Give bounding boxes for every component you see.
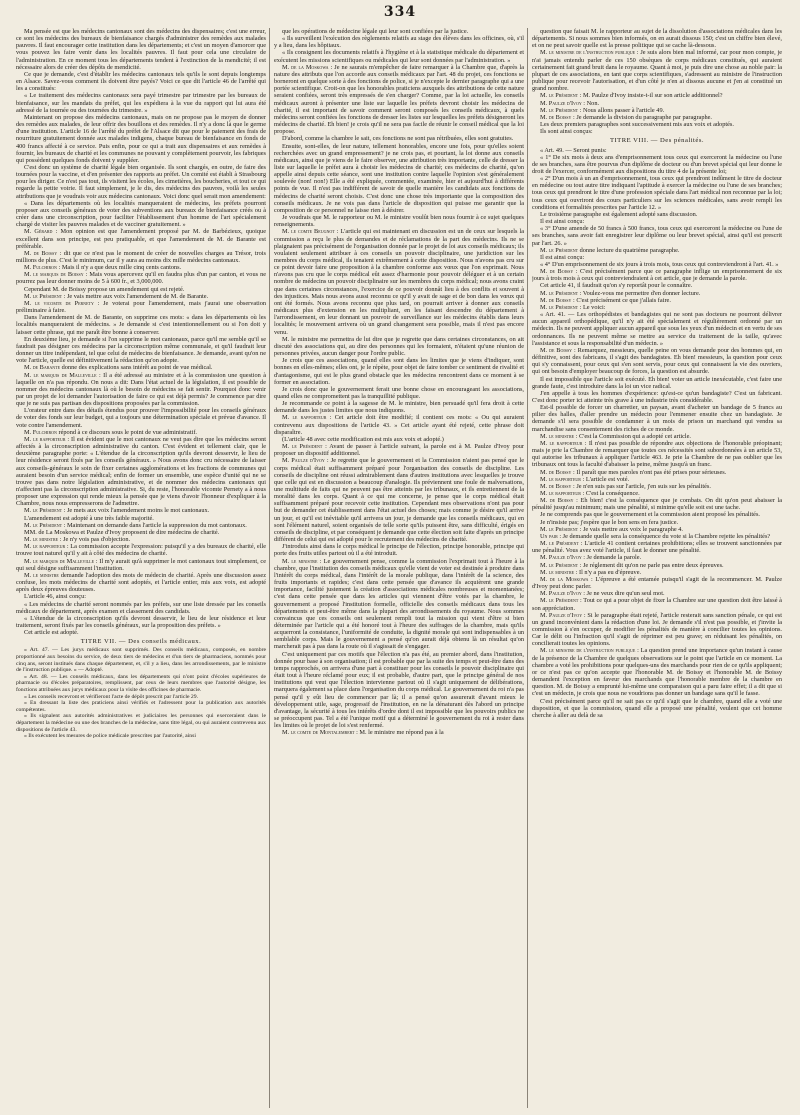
speaker-name: M. le marquis de Malleville : (24, 557, 98, 565)
speaker-name: Un pair : (540, 532, 562, 540)
paragraph-text: Il est ainsi conçu: (540, 218, 585, 226)
paragraph-text: C'est précisément parce que ce paragraphe inflige un emprisonnement de six jours à trois mois à ceux qui contreviendraient à cet article, que je demande la parole. (532, 268, 782, 283)
paragraph (532, 247, 782, 254)
paragraph-text: Je mets aux voix l'amendement moins le mot cantonaux. (66, 507, 210, 515)
speaker-name: M. le ministre : (282, 557, 322, 565)
paragraph (16, 733, 266, 740)
paragraph (16, 647, 266, 673)
paragraph-text: L'amendement est adopté à une très faible majorité. (24, 514, 154, 522)
paragraph-text: « 2° D'un mois à un an d'emprisonnement, tous ceux qui prendront indûment le titre de docteur en médecine ou tout autre titre indiquant l'aptitude à exercer la médecine ou l'une de ses branches; tous ceux qui prendront le titre d'une profession spéciale dans l'art médical non reconnue par la loi; tous ceux qui ouvriront des cours particuliers sur les sciences médicales, sans avoir rempli les conditions et formalités prescrites par l'article 12. » (532, 175, 782, 211)
paragraph (16, 436, 266, 508)
paragraph-text: Les deux premiers paragraphes sont successivement mis aux voix et adoptés. (540, 121, 734, 129)
paragraph (532, 433, 782, 440)
speaker-name: M. le Président : (24, 507, 66, 515)
paragraph (532, 218, 782, 225)
paragraph-text: Il a été adressé au ministre et à la commission une question à laquelle on n'a pas répondu. On nous a dit: Dans l'état actuel de la législation, il est possible de nommer des médecins cantonaux là où le besoin de médecins se fait sentir. Pourquoi donc venir par un projet de loi demander l'autorisation de faire ce qui est déjà permis? Je commence par dire que je ne suis pas partisan des dispositions proposées par la commission. (16, 371, 266, 408)
paragraph (16, 593, 266, 600)
paragraph-text: Ils sont ainsi conçus: (540, 128, 593, 136)
paragraph (16, 271, 266, 285)
paragraph-text: C'est uniquement par ces motifs que l'élection n'a pas été, au premier abord, dans l'institution, donnée pour base à son organisation; il est probable que par la suite des temps et peut-être dans des temps rapprochés, on arrivera d'une part à constituer pour les conseils le pouvoir disciplinaire qui était tout à l'heure réclamé pour eux; il est probable, d'autre part, que le principe général de nos institutions qui veut que l'élection intervienne partout où il s'agit uniquement de délibérations, marquera également sa place dans l'organisation du corps médical. Le gouvernement du roi n'a pas pensé qu'il y eût lieu de commencer par là; il a pensé qu'on assurerait d'avant mieux le développement utile, sage, progressif de l'institution, en ne la dénaturant dès l'abord un principe d'avantage, la sécurité à tous les intérêts d'ordre dont il est impossible que les pouvoirs publics ne se préoccupent pas. Tel a été l'unique motif qui a déterminé le gouvernement du roi à rester dans les limites où le projet de loi s'est renfermé. (274, 650, 524, 730)
paragraph (532, 497, 782, 511)
speaker-name: M. Paulze d'Ivoy : (282, 457, 329, 465)
speaker-name: M. le marquis de Boissy : (24, 271, 88, 279)
paragraph-text: Je n'y vois pas d'objection. (63, 536, 131, 544)
paragraph-text: Il paraît que mes paroles n'ont pas été prises pour sérieuses. (576, 468, 727, 476)
paragraph (274, 214, 524, 228)
paragraph-text: Cet article est adopté. (24, 629, 79, 637)
paragraph-text: (L'article 48 avec cette modification est mis aux voix et adopté.) (282, 435, 444, 443)
paragraph (16, 507, 266, 514)
paragraph-text: « Dans les départements où les localités manqueraient de médecins, les préfets pourront proposer aux conseils généraux de voter des subventions aux bureaux de bienfaisance créés ou à créer dans une circonscription, pour faciliter l'établissement d'un homme de l'art spécialement chargé de visiter les pauvres malades et de vacciner gratuitement. » (16, 199, 266, 229)
paragraph-text: Mais il n'y a que deux mille cinq cents cantons. (61, 264, 182, 272)
speaker-name: M. Paulze d'Ivoy : (540, 611, 586, 619)
paragraph-text: Ensuite, sont-elles, de leur nature, tellement honorables, encore une fois, pour qu'elles soient recherchées avec un grand empressement? je ne crois pas, et pourtant, la loi donne aux conseils médicaux, ainsi que je viens de le faire observer, une attribution très importante, celle de dresser la liste sur laquelle le préfet aura à choisir les médecins de charité; ces médecins de charité, qu'on appelle ainsi depuis cette séance, sont une institution contre laquelle l'opinion s'est généralement soulevée (non! non!) Elle a été expliquée, commentée, examinée, hier et aujourd'hui à différents points de vue. Il n'est pas indifférent de savoir de quelle manière les candidats aux fonctions de médecins de charité seront choisis. C'est donc une chose très importante que la composition des conseils médicaux. Je ne vois pas dans l'article de disposition qui puisse me garantir que la composition de ce personnel ne laisse rien à désirer. (274, 142, 524, 214)
paragraph-text: Il n'est pas possible de répondre aux objections de l'honorable préopinant; mais je prie la Chambre de remarquer que toutes ces nécessités sont subordonnées à un article 53, qui autorise les tribunaux à appliquer l'article 463. Je prie la Chambre de ne pas oublier que les tribunaux ont tous la faculté d'abaisser la peine, même jusqu'à un franc. (532, 439, 782, 469)
paragraph (532, 175, 782, 211)
paragraph-text: Mais vous apercevez qu'il en faudra plus d'un par canton, et vous ne pourrez pas leur donner moins de 5 à 600 fr., et 3,000,000. (16, 271, 266, 286)
speaker-name: M. de Boissy : (24, 249, 62, 257)
paragraph-text: « Art. 47. — Les jurys médicaux sont supprimés. Des conseils médicaux, composés, en nombre proportionné aux besoins du service, de deux tiers de médecins et d'un tiers de pharmaciens, nommés pour cinq ans, seront institués dans chaque département, et, s'il y a lieu, dans les arrondissements, par le ministre de l'instruction publique. » — Adopté. (16, 647, 266, 674)
paragraph (532, 297, 782, 304)
paragraph-text: « Art. 41. — Les orthopédistes et bandagistes qui ne sont pas docteurs ne pourront délivrer aucun appareil orthopédique, qu'il n'y ait été spécialement et régulièrement ordonné par un médecin. Ils ne peuvent appliquer aucun appareil que sous les yeux d'un médecin et en vertu de ses ordonnances. Ils ne peuvent même se mettre au service du traitement de la taille, qu'avec l'assistance et sous la responsabilité d'un médecin. » (532, 311, 782, 347)
paragraph (532, 476, 782, 483)
paragraph-text: Je vais mettre aux voix le paragraphe 4. (582, 525, 683, 533)
paragraph (16, 228, 266, 249)
speaker-name: M. Paulze d'Ivoy : (540, 590, 586, 598)
paragraph-text: Je n'en suis pas sur l'article, j'en suis sur les pénalités. (576, 482, 711, 490)
paragraph-text: donne des explications sans intérêt au point de vue médical. (61, 364, 213, 372)
paragraph-text: M. le ministre me permettra de lui dire que je regrette que dans certaines circonstances, on ait discuté des associations qui, au dire des personnes qui les formaient, n'étaient qu'une réunion de personnes privées, aucun danger pour l'ordre public. (274, 335, 524, 358)
paragraph (16, 92, 266, 113)
paragraph (274, 386, 524, 400)
paragraph (532, 576, 782, 590)
column-divider (527, 28, 528, 1108)
paragraph (16, 293, 266, 300)
paragraph-text: Non. (586, 99, 600, 107)
paragraph-text: dit que ce n'est pas le moment de créer de nouvelles charges au Trésor, trois millions de plus. C'est le minimum, car il y aura au moins dix mille médecins cantonaux. (16, 249, 266, 264)
paragraph-text: Il m'y aurait qu'à supprimer le mot cantonaux tout simplement, ce qui seul désigne suffisamment l'institution. (16, 557, 266, 572)
paragraph-text: J'introduis ainsi dans le corps médical le principe de l'élection, principe honorable, principe qui porte des fruits utiles partout où il a été introduit. (274, 543, 524, 558)
paragraph-text: « Ils consignent les documents relatifs à l'hygiène et à la statistique médicale du département et exécutent les missions scientifiques ou médicales qui leur sont données par l'administration. » (274, 49, 524, 64)
paragraph (16, 314, 266, 335)
paragraph (532, 490, 782, 497)
paragraph (274, 28, 524, 35)
speaker-name: M. le ministre de l'instruction publique : (540, 49, 639, 57)
paragraph-text: D'abord, comme la chambre le sait, ces fonctions ne sont pas rétribuées, elles sont gratuites. (282, 135, 514, 143)
paragraph (532, 347, 782, 376)
paragraph (532, 469, 782, 476)
paragraph-text: Nous allons passer à l'article 49. (582, 106, 665, 114)
speaker-name: M. le ministre (24, 571, 59, 579)
paragraph-text: L'article 46, ainsi conçu: (24, 593, 86, 601)
paragraph (16, 558, 266, 572)
speaker-name: M. le Président : (24, 292, 66, 300)
speaker-name: M. de Boissy : (540, 468, 575, 476)
speaker-name: M. de Boissy : (540, 296, 575, 304)
paragraph-text: Dans l'amendement de M. de Barante, on supprime ces mots: « dans les départements où les localités manqueraient de médecins. » Je demande si c'est intentionnellement ou si l'on doit y laisser cette phrase, qui me paraît être bonne à conserver. (16, 314, 266, 336)
paragraph-text: Je ne saurais m'empêcher de faire remarquer à la Chambre que, d'après la nature des attributs que l'on accorde aux conseils médicaux par l'art. 48 du projet, ces fonctions se borneront en quelque sorte à des fonctions de police, si je n'excepte le dernier paragraphe qui a une portée scientifique. Croit-on que les honorables praticiens auxquels des attributions de cette nature seraient confiées, seront très empressés de s'en charger? Comme, par la loi actuelle, les conseils médicaux auront à présenter une liste sur laquelle les préfets devront choisir les médecins de charité, il est important de savoir comment seront composés les conseils médicaux, à quels médecins seront confiées les fonctions de dresser les listes sur lesquelles les préfets désigneront les médecins de charité. Eh bien! je crois qu'il ne sera pas facile de réunir le conseil médical que la loi propose. (274, 63, 524, 136)
paragraph-text: C'est la conséquence. (585, 490, 640, 497)
paragraph-text: Il est évident que le mot cantonaux ne veut pas dire que les médecins seront affectés à la circonscription administrative du canton. C'est évident et tellement clair, que le deuxième paragraphe porte: « L'étendue de la circonscription qu'ils devront desservir, le lieu de leur résidence seront fixés par les conseils généraux. » Nous avons donc cru nécessaire de laisser aux conseils-généraux le soin de fixer certaines agglomérations et les fractions de communes qui auraient besoin d'un service médical; enfin de former un ensemble, une espèce d'unité qui ne se trouve pas dans notre législation administrative, et de nommer des médecins cantonaux qui n'affectent pas la circonscription administrative. Si, du reste, l'honorable vicomte Pernety a à nous proposer une expression qui rende mieux la pensée que je viens d'avoir l'honneur d'expliquer à la Chambre, nous nous empresserons de l'admettre. (16, 435, 266, 508)
speaker-name: M. de Boissy : (540, 346, 576, 354)
speaker-name: M. le Président : (540, 597, 582, 605)
paragraph-text: « 1° De six mois à deux ans d'emprisonnement tous ceux qui exerceront la médecine ou l'une de ses branches, sans être pourvus d'un diplôme de docteur ou d'un brevet spécial qui leur donne le droit de l'exercer, conformément aux dispositions du titre 4 de la présente loi; (532, 153, 782, 175)
paragraph-text: Il est ainsi conçu: (540, 253, 585, 261)
paragraph-text: Le troisième paragraphe est également adopté sans discussion. (540, 210, 698, 218)
paragraph-text: En deuxième lieu, je demande si l'on supprime le mot cantonaux, parce qu'il me semble qu'il se faudrait pas désigner ces médecins par la circonscription même communale, et qu'il faudrait leur donner un titre indépendant, tel que celui de médecins de bienfaisance. Je demande, avant qu'on ne vote l'article, quelle est définitivement la rédaction qu'on adopte. (16, 335, 266, 365)
paragraph-text: Cet article doit être modifié; il contient ces mots: « Ou qui auraient contrevenu aux dispositions de l'article 43. » Cet article ayant été rejeté, cette phrase doit disparaître. (274, 414, 524, 436)
paragraph (274, 336, 524, 357)
paragraph-text: M. le ministre me répond pas à la (359, 729, 444, 737)
paragraph (532, 569, 782, 576)
paragraph (532, 225, 782, 246)
speaker-name: M. le Président : (540, 540, 583, 548)
paragraph (16, 522, 266, 529)
paragraph (532, 647, 782, 697)
paragraph (532, 519, 782, 526)
paragraph (532, 554, 782, 561)
paragraph (16, 629, 266, 636)
speaker-name: M. de Boissy : (540, 497, 578, 505)
speaker-name: M. de Barante (24, 364, 61, 372)
paragraph-text: J'en appelle à tous les hommes d'expérience: qu'est-ce qu'un bandagiste? C'est un fabricant. C'est donc porter ici atteinte très grave à une industrie très considérable. (532, 389, 782, 404)
paragraph (16, 250, 266, 264)
paragraph (532, 376, 782, 390)
paragraph (532, 390, 782, 404)
paragraph (16, 700, 266, 713)
paragraph-text: L'épreuve a été entamée puisqu'il s'agit de la recommencer. M. Paulze d'Ivoy peut donc parler. (532, 575, 782, 591)
paragraph-text: « Ils signalent aux autorités administratives et judiciaires les personnes qui exerceraient dans le département la médecine ou une des branches de la médecine, sans titre légal, ou qui auraient contrevenu aux dispositions de l'article 43. (16, 713, 266, 733)
paragraph-text: Je n'insiste pas; j'espère que le bon sens en fera justice. (540, 518, 679, 526)
paragraph (532, 597, 782, 611)
text-column-1 (16, 28, 266, 1108)
paragraph-text: Je ne veux dire qu'un seul mot. (586, 590, 665, 598)
paragraph (16, 286, 266, 293)
speaker-name: M. Paulze d'Ivoy : (540, 99, 586, 107)
paragraph (532, 540, 782, 554)
paragraph-text: C'est précisément ce que j'allais faire. (576, 296, 671, 304)
paragraph (532, 404, 782, 433)
paragraph-text: Ma pensée est que les médecins cantonaux sont des médecins des dispensaires; c'est une erreur, ce sont les médecins des bureaux de bienfaisance chargés d'administrer des remèdes aux malades pauvres. Il faut encourager cette institution dans les départements; et c'est un moyen d'amorcer que vous pouvez les faire venir dans les localités pauvres. Il faut pour cela une circulaire de l'administration. En ce moment tous les départements tendent à l'extinction de la mendicité; il est nécessaire alors de créer des dépôts de mendicité. (16, 28, 266, 71)
paragraph-text: Ce que je demande, c'est d'établir les médecins cantonaux tels qu'ils le sont depuis longtemps en Alsace. Savez-vous comment ils doivent être payés? Voici ce que dit l'article 46 de l'arrêté qui les a constitués: (16, 70, 266, 93)
speaker-name: M. le marquis de Malleville : (24, 371, 101, 379)
speaker-name: M. le comte Beugnot : (282, 228, 339, 236)
paragraph-text: Est-il possible de forcer un charretier, un paysan, avant d'acheter un bandage de 5 francs au pilier des halles, d'aller prendre un médecin pour l'emmener ensuite chez un bandagiste. Je demande s'il sera possible de condamner à un mois de prison un marchand qui vendra sa marchandise sans consentement des riches de ce monde. (532, 404, 782, 433)
paragraph (532, 483, 782, 490)
speaker-name: M. le rapporteur : (540, 490, 585, 497)
paragraph (274, 651, 524, 730)
paragraph (16, 300, 266, 314)
paragraph-text: Remarquez, messieurs, quelle peine on vous demande pour des hommes qui, en définitive, sont des fabricans, il s'agit des bandagistes. Eh bien! messieurs, la question pour ceux qui s'y connaissent, pour ceux qui s'en sont servis, pour ceux qui connaissent la vie des ouvriers, qui ont besoin d'employer beaucoup de forces, la question est absurde. (532, 346, 782, 376)
paragraph (16, 536, 266, 543)
speaker-name: M. Paulze d'Ivoy : (540, 554, 586, 562)
paragraph-text: « L'étendue de la circonscription qu'ils devront desservir, le lieu de leur résidence et leur traitement, seront fixés par les conseils généraux, sur la proposition des préfets. » (16, 614, 266, 629)
paragraph-text: Je regrette que le gouvernement et la Commission n'aient pas pensé que le corps médical était suffisamment préparé pour l'organisation des conseils de discipline. Les conseils de discipline ont réussi admirablement dans d'autres institutions avec lesquelles je trouve que celle qui est en discussion a beaucoup d'analogie. Ils préviennent une foule de malversations, une multitude de faits qui ne peuvent pas être atteints par les tribunaux, et ils entretiennent de la moralité dans les corps. Quant à ce qui me concerne, je pense que le corps médical était suffisamment préparé pour recevoir cette institution. Cependant mes observations n'ont pas pour but de demander cet établissement dans l'état actuel des choses; mais comme je désire qu'il arrive un jour, et qu'il est inévitable qu'il arrivera un jour, je demande que les conseils médicaux, qui en sont l'élément naturel, soient organisés de telle sorte qu'ils puissent être, sans difficulté, érigés en conseils de discipline, et par conséquent je demande que cette élection soit faite d'après un principe différent de celui qui est adopté pour le recrutement des médecins de charité. (274, 457, 524, 544)
paragraph (532, 121, 782, 128)
paragraph-text: question que faisait M. le rapporteur au sujet de la dissolution d'associations médicales dans les départements. Si nous sommes bien informés, on en aurait dissous 150; c'est un chiffre bien élevé, et on ne peut savoir quelle est la presse politique qui se cache là-dessous. (532, 28, 782, 50)
speaker-name: M. le comte de Montalembert : (282, 729, 358, 737)
paragraph-text: M. Paulze d'Ivoy insiste-t-il sur son article additionnel? (582, 92, 723, 100)
paragraph (532, 211, 782, 218)
paragraph (274, 35, 524, 49)
paragraph-text: C'est précisément parce qu'il ne sait pas ce qu'il s'agit que le chambre, quand elle a voté une disposition, et que la commission, quand elle a proposé une pénalité, veulent que cet homme cherche à aller au delà de sa (532, 697, 782, 719)
paragraph-text: Si le paragraphe était rejeté, l'article resterait sans sanction pénale, ce qui est un grand inconvénient dans la rédaction d'une loi. Je demande s'il n'est pas possible, et j'invite la commission à s'en occuper, de modifier les pénalités de manière à concilier toutes les opinions. Car le délit ou l'infraction qu'il s'agit de réprimer est peu grave; en réduisant les pénalités, on concilierait toutes les opinions. (532, 611, 782, 648)
paragraph (274, 729, 524, 736)
paragraph-text: La question prend une importance qu'un instant à cause de la présence de la Chambre de quelques observations sur le point que l'article en ce moment. La chambre a voté les prohibitions pour quelques-uns des marchands pour rien de ce qu'ils appliquent; or ce n'est pas ce qu'on accepte que l'honorable M. de Boissy et l'honorable M. de Boissy demandent l'exception en faveur des marchands que l'honorable membre de la chambre en question. M. de Boissy a emprunté lui-même une comparaison qui a paru faire effet; il a dit que si c'est un médecin, je crois que nous ne voudrions pas donner un bandage sans qu'il le fasse. (532, 647, 782, 698)
paragraph (274, 357, 524, 386)
paragraph (532, 92, 782, 99)
paragraph-text: « En dressant la liste des praticiens ainsi vérifiés et l'adressent pour la publication aux autorités compétentes. (16, 700, 266, 713)
speaker-name: M. le vicomte de Pernety : (24, 299, 100, 307)
paragraph (532, 254, 782, 261)
paragraph-text: demande l'adoption des mots de médecin de charité. Après une discussion assez confuse, les mots médecins de charité sont adoptés, et l'article entier, mis aux voix, est adopté après deux épreuves douteuses. (16, 571, 266, 594)
paragraph (16, 615, 266, 629)
paragraph-text: L'article qui est maintenant en discussion est un de ceux sur lesquels la commission a reçu le plus de demandes et de réclamations de la part des médecins. Ils ne se plaignaient pas précisément de l'organisation donnée par le projet de loi aux conseils médicaux; ils voulaient seulement attribuer à ces conseils un pouvoir disciplinaire, une juridiction sur les membres du corps médical, ils tenaient extrêmement à cette disposition. Nous n'avons pas cru sur ce point devoir faire une proposition à la chambre conforme aux vœux que l'on exprimait. Nous n'avons pas cru que le corps médical eût assez d'harmonie pour pouvoir déléguer et à un certain nombre de médecins un pouvoir disciplinaire sur les membres du corps médical; nous avons craint que dans certaines circonstances, l'exercice de ce pouvoir donnât lieu à des conflits et souvent à des injustices. Mais nous avons aussi reconnu ce qu'il y avait de sage et de bon dans les vœux qui ont été formés. Nous avons reconnu que plus tard, on pourrait arriver à donner aux conseils médicaux plus d'extension en les multipliant, en les faisant descendre du département à l'arrondissement, en leur donnant un pouvoir de surveillance sur les médecins établis dans leurs localités; le mouvement arrivera où un grand changement sera possible, mais il n'est pas encore venu. (274, 228, 524, 336)
speaker-name: M. Fulchiron : (24, 264, 61, 272)
paragraph-text: L'article est voté. (585, 475, 630, 483)
paragraph (16, 200, 266, 229)
paragraph-text: Maintenant on propose des médecins cantonaux, mais on ne propose pas le moyen de donner des remèdes aux malades, de leur offrir des bouillons et des remèdes. Il n'y a donc là que le germe d'une institution. L'article 16 de l'arrêté du préfet de l'Alsace dit que pour le paiement des frais de nourriture gratuitement donnée aux malades indigens, chaque bureau de bienfaisance en fonds de 400 francs affecté à ce service. Puis enfin, pour ce qui a trait aux dispensaires et aux remèdes à fournir, les bureaux de charité et les communes ne pouvant y complètement pourvoir, les fabriques qui possèdent quelques fonds doivent y suppléer. (16, 113, 266, 164)
paragraph-text: « Le traitement des médecins cantonaux sera payé trimestre par trimestre par les bureaux de bienfaisance, sur les mandats du préfet, qui les expédiera à la vue du rapport qui lui aura été adressé de la tournée ou des tournées du trimestre. » (16, 92, 266, 114)
paragraph-text: « 4° D'un emprisonnement de six jours à trois mois, tous ceux qui contreviendront à l'art. 41. » (540, 261, 779, 268)
paragraph (274, 135, 524, 142)
paragraph (16, 264, 266, 271)
paragraph-text: Voulez-vous me permettre d'en donner lecture. (582, 289, 701, 297)
paragraph (16, 572, 266, 593)
paragraph (532, 107, 782, 114)
paragraph-text: Avant de passer à l'article suivant, la parole est à M. Paulze d'Ivoy pour proposer un dispositif additionnel. (274, 443, 524, 458)
paragraph (532, 154, 782, 175)
paragraph-text: que les opérations de médecine légale qui leur sont confiées par la justice. (282, 28, 469, 35)
speaker-name: M. le ministre : (24, 536, 62, 544)
paragraph-text: « Art. 48. — Les conseils médicaux, dans les départements qui n'ont point d'écoles supérieures de pharmacie ou d'écoles préparatoires, remplissent, par ceux de leurs membres que l'autorité désigne, les fonctions attribuées aux jurys médicaux pour la visite des officines de pharmacie. (16, 673, 266, 693)
speaker-name: M. le ministre : (540, 568, 578, 576)
paragraph (532, 147, 782, 154)
paragraph (532, 612, 782, 648)
speaker-name: M. le Président : (540, 92, 582, 100)
paragraph-text: Tout ce qui a pour objet de fixer la Chambre sur une question doit être laissé à son appréciation. (532, 597, 782, 612)
paragraph (532, 533, 782, 540)
paragraph (274, 457, 524, 543)
paragraph-text: Maintenant on demande dans l'article la suppression du mot cantonaux. (66, 521, 247, 529)
paragraph (532, 311, 782, 347)
paragraph-text: « 3° D'une amende de 50 francs à 500 francs, tous ceux qui exerceront la médecine ou l'une de ses branches, sans avoir fait enregistrer leur diplôme ou leur brevet spécial, ainsi qu'il est prescrit par l'art. 26. » (532, 225, 782, 247)
paragraph (16, 114, 266, 164)
paragraph (532, 562, 782, 569)
paragraph (532, 290, 782, 297)
paragraph (274, 558, 524, 651)
speaker-name: M. le Président : (24, 521, 66, 529)
paragraph (16, 429, 266, 436)
paragraph (532, 261, 782, 268)
paragraph (532, 282, 782, 289)
paragraph (274, 49, 524, 63)
speaker-name: M. de la Moskowa : (282, 63, 333, 71)
paragraph-text: « Ils exécutent les mesures de police médicale prescrites par l'autorité, ainsi (24, 733, 196, 740)
paragraph-text: Je demande quelle sera la conséquence du vote si la Chambre rejette les pénalités? (562, 532, 771, 540)
paragraph (532, 100, 782, 107)
speaker-name: M. le rapporteur : (24, 435, 70, 443)
paragraph-text: Cet article 41, il faudrait qu'on s'y reportât pour le connaître. (540, 282, 693, 290)
paragraph (274, 228, 524, 335)
speaker-name: M. de la Moskowa : (540, 575, 593, 583)
paragraph-text: Il n'y a pas eu d'épreuve. (579, 568, 642, 576)
paragraph (16, 336, 266, 365)
paragraph (16, 515, 266, 522)
paragraph (274, 436, 524, 443)
paragraph-text: « Ils surveillent l'exécution des règlements relatifs au stage des élèves dans les officines, où, s'il y a lieu, dans les hôpitaux. (274, 35, 524, 50)
speaker-name: M. de Boissy : (540, 268, 578, 276)
paragraph-text: La commission accepte l'expression: puisqu'il y a des bureaux de charité, elle trouve tout naturel qu'il y ait à côté des médecins de charité. (16, 543, 266, 558)
speaker-name: M. le Président : (540, 289, 582, 297)
speaker-name: M. le rapporteur : (540, 475, 585, 483)
paragraph (16, 529, 266, 536)
page-number: 334 (383, 4, 417, 20)
speaker-name: M. Gérard : (24, 228, 58, 236)
paragraph-text: L'orateur entre dans des détails étendus pour prouver l'impossibilité pour les conseils généraux de voter des fonds sur leur budget, qui a toujours une détermination spéciale et prévue d'avance. Il vote contre l'amendement. (16, 407, 266, 429)
paragraph-text: Je crois que ces associations, quand elles sont dans les limites que je viens d'indiquer, sont bonnes en elles-mêmes; elles ont, je le répète, pour objet de faire tomber ce sentiment de rivalité et d'antagonisme, qui est le plus grand obstacle que les médecins rencontrent dans ce moment à se former en association. (274, 357, 524, 386)
paragraph-text: Je demande la division du paragraphe par paragraphe. (576, 113, 713, 121)
paragraph (16, 372, 266, 408)
paragraph-text: Eh bien! c'est la conséquence que je combats. On dit qu'on peut abaisser la pénalité jusqu'au minimum; mais une pénalité, si minime qu'elle soit est une tache. (532, 497, 782, 512)
paragraph (274, 64, 524, 136)
paragraph-text: « Les conseils recevront et vérifieront l'acte de dépôt prescrit par l'article 29. (24, 693, 199, 700)
paragraph (532, 511, 782, 518)
paragraph (274, 443, 524, 457)
paragraph-text: C'est donc un système de charité légale bien organisée. Ils sont chargés, en outre, de faire des tournées pour la vaccine, et d'en présenter des rapports au préfet. Un comité est établi à Strasbourg pour les diriger. Ce n'est pas tout, ils visitent les écoles, les cimetières, les boucheries, et tout ce qui regarde la petite voirie. Il faut simplement, je le dis, des médecins des pauvres, voilà les seules attributions que je voudrais voir aux médecins cantonaux. Voici donc quel serait mon amendement: (16, 163, 266, 200)
paragraph (16, 71, 266, 92)
speaker-name: M. le Président : (540, 561, 582, 569)
paragraph (16, 674, 266, 694)
speaker-name: M. le Président : (540, 303, 582, 311)
paragraph (532, 590, 782, 597)
section-heading: TITRE VIII. — Des pénalités. (609, 137, 705, 145)
paragraph (274, 414, 524, 435)
paragraph (532, 698, 782, 719)
speaker-name: M. le ministre de l'instruction publique : (540, 647, 639, 655)
paragraph (16, 407, 266, 428)
paragraph-text: MM. de La Moskowa et Paulze d'Ivoy proposent de dire médecins de charité. (24, 528, 220, 536)
paragraph-text: Je suis alors bien mal informé, car pour mon compte, je n'ai jamais entendu parler de ces 150 obsèques de corps médicaux constitués, qui auraient certainement fait grand bruit dans le royaume. Quant à moi, je puis dire une chose au noble pair: la plupart de ces associations, en tant que corps scientifiques, s'adressent au ministre de l'instruction publique pour recevoir l'autorisation, et d'un côté je n'en ai dissous aucune et j'en ai constitué un grand nombre. (532, 49, 782, 93)
paragraph (16, 364, 266, 371)
paragraph (532, 440, 782, 469)
paragraph-text: L'article 41 contient certaines prohibitions; elles se trouvent sanctionnées par une pénalité. Vous avez voté l'article, il faut le donner une pénalité. (532, 540, 782, 555)
speaker-name: M. le rapporteur : (24, 543, 69, 551)
paragraph-text: Je recommande ce point à la sagesse de M. le ministre, bien persuadé qu'il fera droit à cette demande dans les justes limites que nous indiquons. (274, 400, 524, 415)
paragraph-text: donne lecture du quatrième paragraphe. (579, 246, 680, 254)
paragraph (16, 164, 266, 200)
paragraph-text: C'est la Commission qui a adopté cet article. (579, 432, 692, 440)
paragraph (532, 49, 782, 92)
paragraph-text: Le gouvernement pense, comme la commission l'exprimait tout à l'heure à la chambre, que l'institution des conseils médicaux qu'elle vient de voter est destinée à produire dans l'intérêt du corps médical, dans l'intérêt de la morale publique, dans l'intérêt de la science, des fruits importants et rapides; c'est dans cette pensée que d'avance ils acquièrent une grande importance, facilité justement la création d'associations médicales nombreuses et momentanées; c'est dans cette pensée que dans les articles qui viennent d'être votés par la chambre, le gouvernement a proposé l'institution formelle, officielle des conseils médicaux dans tous les départements et peut-être même dans la plupart des arrondissements du royaume. Nous sommes convaincus que ces conseils ont seulement rempli tout la mission qui vient d'être si bien déterminée par l'article qui a été honoré tout à l'heure des suffrages de la chambre, mais qu'ils acquerront la consistance, l'uniformité de conduite, la dignité morale qui sont indispensables à un semblable corps. Mais le gouvernement a pensé qu'on aurait déjà obtenu là un résultat qu'on marcherait pas à pas dans la route où il s'agissait de s'engager. (274, 557, 524, 651)
paragraph (532, 114, 782, 121)
text-column-2 (274, 28, 524, 1108)
paragraph-text: Mon opinion est que l'amendement proposé par M. de Barbézieux, quoique excellent dans son principe, est peu pratiquable, et que l'amendement de M. de Barante est préférable. (16, 228, 266, 250)
paragraph (16, 28, 266, 71)
speaker-name: M. le Président : (540, 106, 582, 114)
paragraph-text: Je demande la parole. (586, 554, 642, 562)
paragraph (532, 128, 782, 135)
text-column-3 (532, 28, 782, 1108)
paragraph-text: « Art. 49. — Seront punis: (540, 146, 607, 154)
paragraph-text: Je ne comprends pas que le gouvernement et la commission aient proposé les pénalités. (540, 511, 760, 519)
paragraph (274, 143, 524, 215)
paragraph (16, 601, 266, 615)
paragraph-text: Il est impossible que l'article soit exécuté. Eh bien! voter un article inexécutable, c'est faire une grande faute, c'est introduire dans la loi un vice radical. (532, 375, 782, 390)
paragraph-text: répond à ce discours sous le point de vue administratif. (58, 428, 197, 436)
speaker-name: M. de Boissy : (540, 113, 575, 121)
paragraph (274, 400, 524, 414)
paragraph-text: « Les médecins de charité seront nommés par les préfets, sur une liste dressée par les conseils médicaux de département, après examen et classement des candidats. (16, 600, 266, 615)
paragraph-text: Je voterai pour l'amendement, mais j'aurai une observation préliminaire à faire. (16, 299, 266, 315)
paragraph-text: Je réglement dit qu'on ne parle pas entre deux épreuves. (582, 561, 724, 569)
speaker-name: M. le rapporteur : (540, 439, 587, 447)
paragraph (532, 526, 782, 533)
section-heading: TITRE VII. — Des conseils médicaux. (80, 638, 202, 646)
paragraph (16, 713, 266, 733)
column-divider (269, 28, 270, 1108)
speaker-name: M. Fulchiron (24, 428, 57, 436)
speaker-name: M. le Président : (282, 443, 327, 451)
paragraph (16, 543, 266, 557)
paragraph-text: Le voici: (582, 303, 606, 311)
paragraph (532, 268, 782, 282)
paragraph-text: Je voudrais que M. le rapporteur ou M. le ministre voulût bien nous fournir à ce sujet quelques renseignements. (274, 214, 524, 229)
speaker-name: M. le rapporteur : (282, 414, 332, 422)
speaker-name: M. le Président : (540, 525, 582, 533)
speaker-name: M. de Boissy : (540, 482, 575, 490)
paragraph (532, 304, 782, 311)
speaker-name: M. le ministre : (540, 432, 578, 440)
speaker-name: M. le Président (540, 246, 579, 254)
paragraph (274, 543, 524, 557)
paragraph-text: Cependant M. de Boissy propose un amendement qui est rejeté. (24, 285, 185, 293)
paragraph (532, 28, 782, 49)
paragraph-text: Je crois donc que le gouvernement ferait une bonne chose en encourageant les associations, quand elles ne compromettent pas la tranquillité publique. (274, 385, 524, 400)
paragraph-text: Je vais mettre aux voix l'amendement de M. de Barante. (66, 292, 209, 300)
